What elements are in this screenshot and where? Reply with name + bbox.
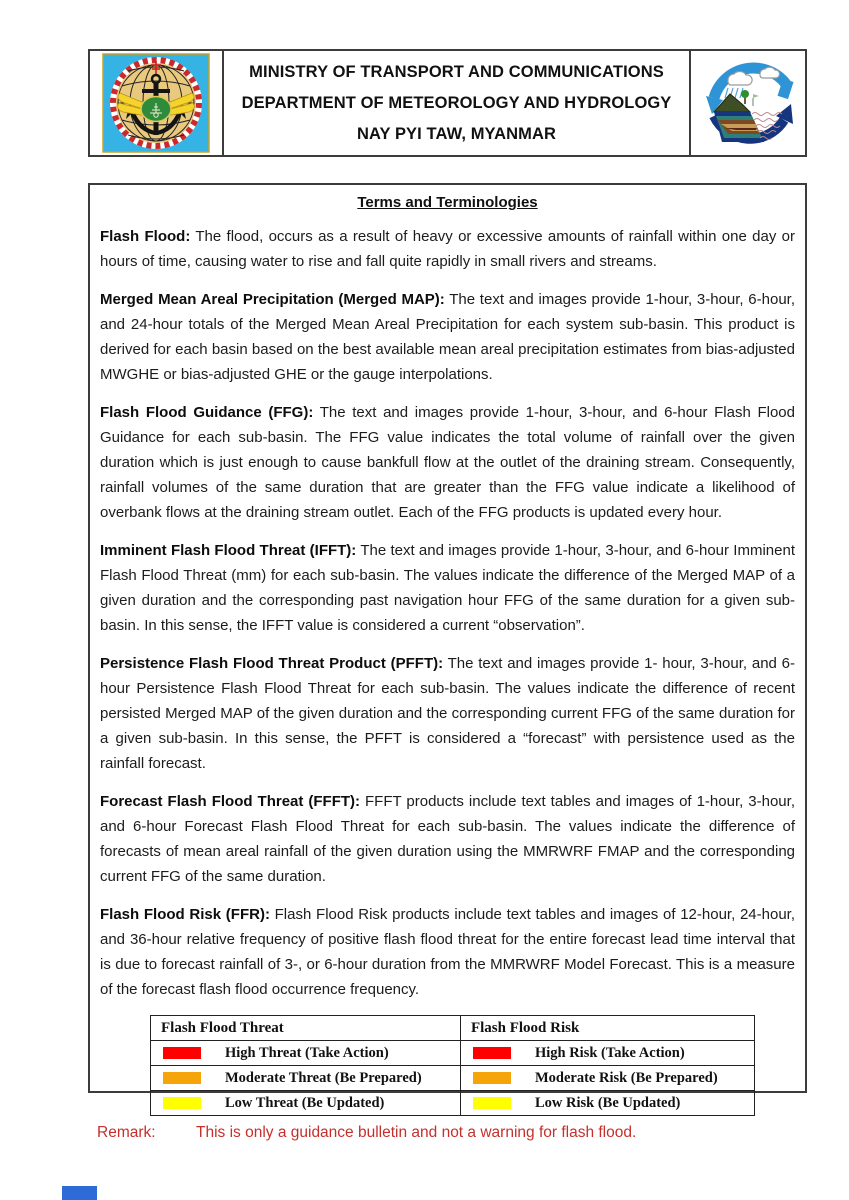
definition-merged-map (100, 287, 795, 387)
header-left-logo-cell (90, 51, 224, 155)
term-ffg: Flash Flood Guidance (FFG): (100, 404, 314, 421)
moderate-threat-label: Moderate Threat (Be Prepared) (225, 1069, 422, 1086)
definition-ffr-text: Flash Flood Risk products include text tables and images of 12-hour, 24-hour, and 36-hour relative frequency of positive flash flood threat for the entire forecast lead time interval that is due to forecast rainfall of 3-, or 6-hour duration from the MMRWRF Model Forecast. This is a measure of the forecast flash flood occurrence frequency. (100, 906, 795, 998)
header-right-logo-cell (689, 51, 805, 155)
definition-flash-flood (100, 224, 795, 274)
terms-content-box (88, 183, 807, 1111)
legend-row-moderate (151, 1066, 755, 1091)
term-pfft: Persistence Flash Flood Threat Product (PFFT): (100, 655, 444, 672)
remark-text: This is only a guidance bulletin and not a warning for flash flood. (196, 1124, 637, 1141)
header-line-location: NAY PYI TAW, MYANMAR (356, 124, 557, 143)
low-threat-color-swatch (163, 1097, 201, 1109)
header-line-department: DEPARTMENT OF METEOROLOGY AND HYDROLOGY (241, 93, 672, 112)
definition-pfft (100, 651, 795, 776)
low-risk-color-swatch (473, 1097, 511, 1109)
definition-ifft-text: The text and images provide 1-hour, 3-hour, and 6-hour Imminent Flash Flood Threat (mm) for each sub-basin. The values indicate the difference of the Merged MAP of a given duration and the corresponding past navigation hour FFG of the same duration for a given sub-basin. In this sense, the IFFT value is considered a current “observation”. (100, 542, 795, 634)
header-line-ministry: MINISTRY OF TRANSPORT AND COMMUNICATIONS (249, 62, 664, 81)
header-title-block (224, 51, 689, 155)
remark-label: Remark: (97, 1124, 156, 1141)
ministry-seal-icon (102, 53, 210, 153)
threat-risk-legend-table (150, 1015, 755, 1116)
definition-ffft (100, 789, 795, 889)
remark-line (97, 1124, 636, 1142)
term-flash-flood: Flash Flood: (100, 228, 191, 245)
term-ifft: Imminent Flash Flood Threat (IFFT): (100, 542, 357, 559)
high-risk-label: High Risk (Take Action) (534, 1044, 685, 1061)
low-risk-label: Low Risk (Be Updated) (534, 1094, 681, 1111)
term-merged-map: Merged Mean Areal Precipitation (Merged MAP): (100, 291, 445, 308)
definitions-list (100, 224, 795, 1002)
definition-ffg-text: The text and images provide 1-hour, 3-hour, and 6-hour Flash Flood Guidance for each sub-basin. The FFG value indicates the total volume of rainfall over the given duration which is just enough to cause bankfull flow at the outlet of the draining stream. Consequently, rainfall volumes of the same duration that are greater than the FFG value indicate a likelihood of overbank flows at the draining stream outlet. Each of the FFG products is updated every hour. (100, 404, 795, 521)
high-risk-color-swatch (473, 1047, 511, 1059)
page-title: Terms and Terminologies (357, 194, 538, 211)
definition-pfft-text: The text and images provide 1- hour, 3-hour, and 6-hour Persistence Flash Flood Threat for each sub-basin. The values indicate the difference of recent persisted Merged MAP of the given duration and the corresponding current FFG of the same duration for a given sub-basin. In this sense, the PFFT is considered a “forecast” with persistence used as the rainfall forecast. (100, 655, 795, 772)
legend-col-threat: Flash Flood Threat (151, 1016, 461, 1041)
definition-ifft (100, 538, 795, 638)
low-threat-label: Low Threat (Be Updated) (225, 1094, 385, 1111)
legend-col-risk: Flash Flood Risk (460, 1016, 754, 1041)
legend-row-high (151, 1041, 755, 1066)
moderate-threat-color-swatch (163, 1072, 201, 1084)
high-threat-label: High Threat (Take Action) (225, 1044, 389, 1061)
definition-ffg (100, 400, 795, 525)
definition-merged-map-text: The text and images provide 1-hour, 3-hour, 6-hour, and 24-hour totals of the Merged Mean Areal Precipitation for each system sub-basin. This product is derived for each basin based on the best available mean areal precipitation estimates from bias-adjusted MWGHE or bias-adjusted GHE or the gauge interpolations. (100, 291, 795, 383)
moderate-risk-color-swatch (473, 1072, 511, 1084)
high-threat-color-swatch (163, 1047, 201, 1059)
definition-ffr (100, 902, 795, 1002)
header-banner (88, 49, 807, 157)
legend-header-row (151, 1016, 755, 1041)
bottom-left-blue-mark (62, 1186, 97, 1200)
definition-ffft-text: FFFT products include text tables and images of 1-hour, 3-hour, and 6-hour Forecast Flash Flood Threat for each sub-basin. The values indicate the difference of forecasts of mean areal rainfall of the given duration using the MMRWRF FMAP and the corresponding current FFG of the same duration. (100, 793, 795, 885)
term-ffr: Flash Flood Risk (FFR): (100, 906, 270, 923)
legend-row-low (151, 1091, 755, 1116)
definition-flash-flood-text: The flood, occurs as a result of heavy or excessive amounts of rainfall within one day or hours of time, causing water to rise and fall quite rapidly in small rivers and streams. (100, 228, 795, 270)
hydrology-cycle-icon (698, 54, 798, 152)
moderate-risk-label: Moderate Risk (Be Prepared) (534, 1069, 718, 1086)
term-ffft: Forecast Flash Flood Threat (FFFT): (100, 793, 361, 810)
